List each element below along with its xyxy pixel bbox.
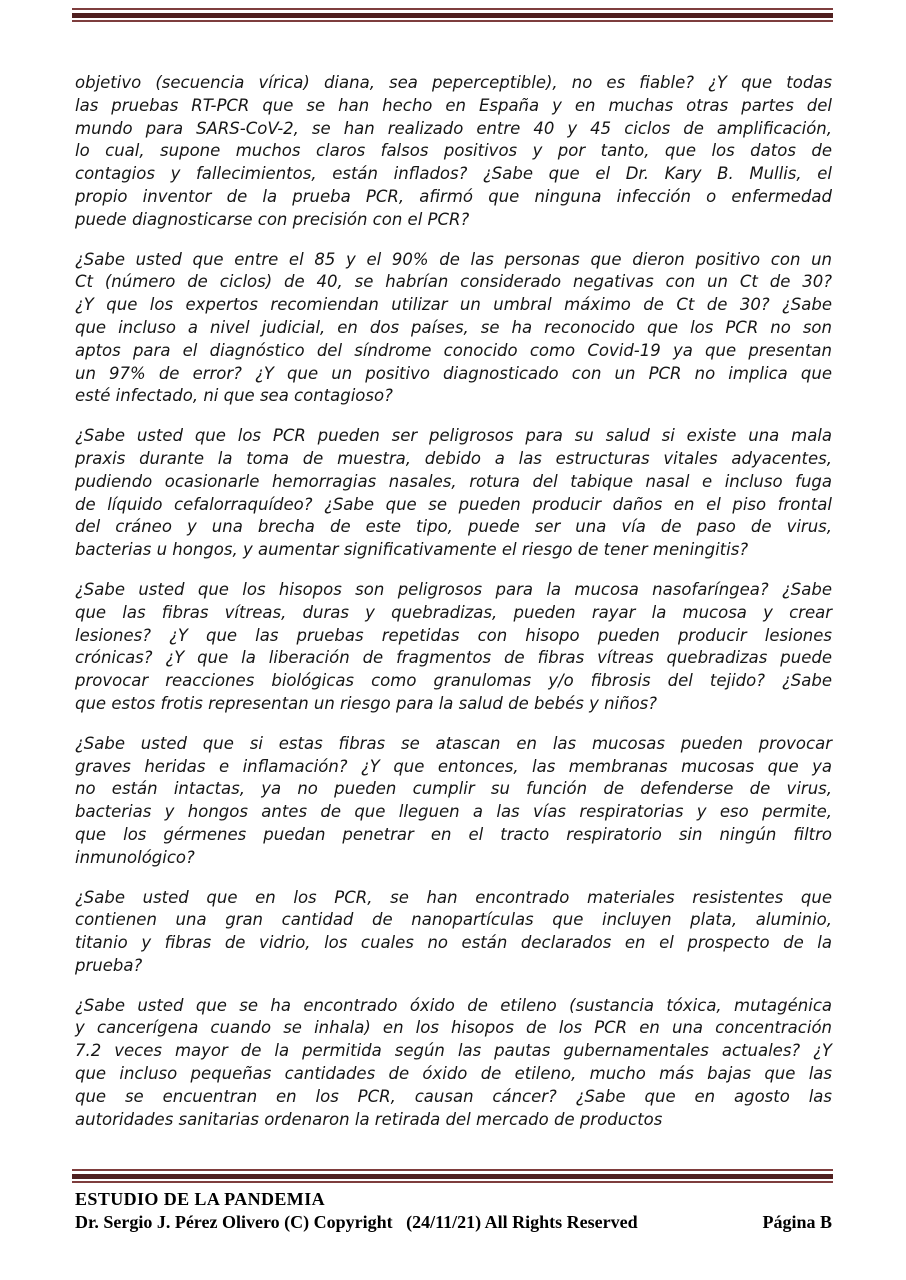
text-line: lesiones? ¿Y que las pruebas repetidas con hisopo pueden producir lesiones [75,625,832,645]
text-line: que las fibras vítreas, duras y quebradizas, pueden rayar la mucosa y crear [75,602,832,622]
text-line: ¿Y que los expertos recomiendan utilizar un umbral máximo de Ct de 30? ¿Sabe [75,295,832,315]
paragraph [75,72,832,232]
header-rule-thick [72,13,833,18]
text-line: lo cual, supone muchos claros falsos positivos y por tanto, que los datos de [75,141,832,161]
text-line: del cráneo y una brecha de este tipo, puede ser una vía de paso de virus, [75,517,832,537]
text-line: bacterias u hongos, y aumentar significativamente el riesgo de tener meningitis? [75,540,749,560]
text-line: y cancerígena cuando se inhala) en los hisopos de los PCR en una concentración [75,1018,832,1038]
footer-copyright-row [75,1212,832,1233]
footer-rule [72,1169,833,1183]
text-line: ¿Sabe usted que se ha encontrado óxido de etileno (sustancia tóxica, mutagénica [75,995,832,1015]
text-line: autoridades sanitarias ordenaron la retirada del mercado de productos [75,1109,663,1129]
text-line: prueba? [75,955,143,975]
footer-copyright-text: Dr. Sergio J. Pérez Olivero (C) Copyright (24/11/21) All Rights Reserved [75,1212,638,1232]
text-line: praxis durante la toma de muestra, debido a las estructuras vitales adyacentes, [75,448,832,468]
text-line: que los gérmenes puedan penetrar en el tracto respiratorio sin ningún filtro [75,824,832,844]
header-rule [72,8,833,22]
header-rule-thin-bottom [72,20,833,22]
text-line: propio inventor de la prueba PCR, afirmó que ninguna infección o enfermedad [75,186,832,206]
footer-rule-thick [72,1174,833,1179]
text-line: aptos para el diagnóstico del síndrome conocido como Covid-19 ya que presentan [75,340,832,360]
text-line: mundo para SARS-CoV-2, se han realizado entre 40 y 45 ciclos de amplificación, [75,118,832,138]
text-line: ¿Sabe usted que en los PCR, se han encontrado materiales resistentes que [75,887,832,907]
text-line: graves heridas e inflamación? ¿Y que entonces, las membranas mucosas que ya [75,756,832,776]
text-line: pudiendo ocasionarle hemorragias nasales, rotura del tabique nasal e incluso fuga [75,471,832,491]
paragraph [75,733,832,870]
header-rule-thin-top [72,8,833,10]
text-line: crónicas? ¿Y que la liberación de fragmentos de fibras vítreas quebradizas puede [75,648,832,668]
text-line: ¿Sabe usted que entre el 85 y el 90% de las personas que dieron positivo con un [75,249,832,269]
text-line: 7.2 veces mayor de la permitida según las pautas gubernamentales actuales? ¿Y [75,1041,832,1061]
text-line: Ct (número de ciclos) de 40, se habrían considerado negativas con un Ct de 30? [75,272,832,292]
footer-series-title: ESTUDIO DE LA PANDEMIA [75,1189,325,1209]
text-line: contienen una gran cantidad de nanopartículas que incluyen plata, aluminio, [75,910,832,930]
paragraph [75,579,832,716]
footer-page-label: Página B [762,1212,832,1232]
text-line: que incluso a nivel judicial, en dos países, se ha reconocido que los PCR no son [75,317,832,337]
text-line: ¿Sabe usted que los PCR pueden ser peligrosos para su salud si existe una mala [75,426,832,446]
text-line: titanio y fibras de vidrio, los cuales no están declarados en el prospecto de la [75,933,832,953]
text-line: de líquido cefalorraquídeo? ¿Sabe que se pueden producir daños en el piso frontal [75,494,832,514]
text-line: un 97% de error? ¿Y que un positivo diagnosticado con un PCR no implica que [75,363,832,383]
text-line: que estos frotis representan un riesgo para la salud de bebés y niños? [75,693,658,713]
text-line: no están intactas, ya no pueden cumplir su función de defenderse de virus, [75,779,832,799]
paragraph [75,995,832,1132]
footer-rule-thin-bottom [72,1181,833,1183]
text-line: ¿Sabe usted que si estas fibras se atascan en las mucosas pueden provocar [75,733,832,753]
text-line: que incluso pequeñas cantidades de óxido de etileno, mucho más bajas que las [75,1064,832,1084]
text-line: bacterias y hongos antes de que lleguen a las vías respiratorias y eso permite, [75,802,832,822]
text-line: objetivo (secuencia vírica) diana, sea peperceptible), no es fiable? ¿Y que todas [75,73,832,92]
footer-rule-thin-top [72,1169,833,1171]
text-line: inmunológico? [75,847,195,867]
body-text [75,72,832,1131]
paragraph [75,425,832,562]
text-line: provocar reacciones biológicas como granulomas y/o fibrosis del tejido? ¿Sabe [75,671,832,691]
text-line: ¿Sabe usted que los hisopos son peligrosos para la mucosa nasofaríngea? ¿Sabe [75,579,832,599]
paragraph [75,887,832,978]
text-line: esté infectado, ni que sea contagioso? [75,386,393,406]
text-line: contagios y fallecimientos, están inflados? ¿Sabe que el Dr. Kary B. Mullis, el [75,164,832,184]
paragraph [75,249,832,409]
text-line: las pruebas RT-PCR que se han hecho en España y en muchas otras partes del [75,95,832,115]
text-line: que se encuentran en los PCR, causan cáncer? ¿Sabe que en agosto las [75,1086,832,1106]
text-line: puede diagnosticarse con precisión con el PCR? [75,209,470,229]
